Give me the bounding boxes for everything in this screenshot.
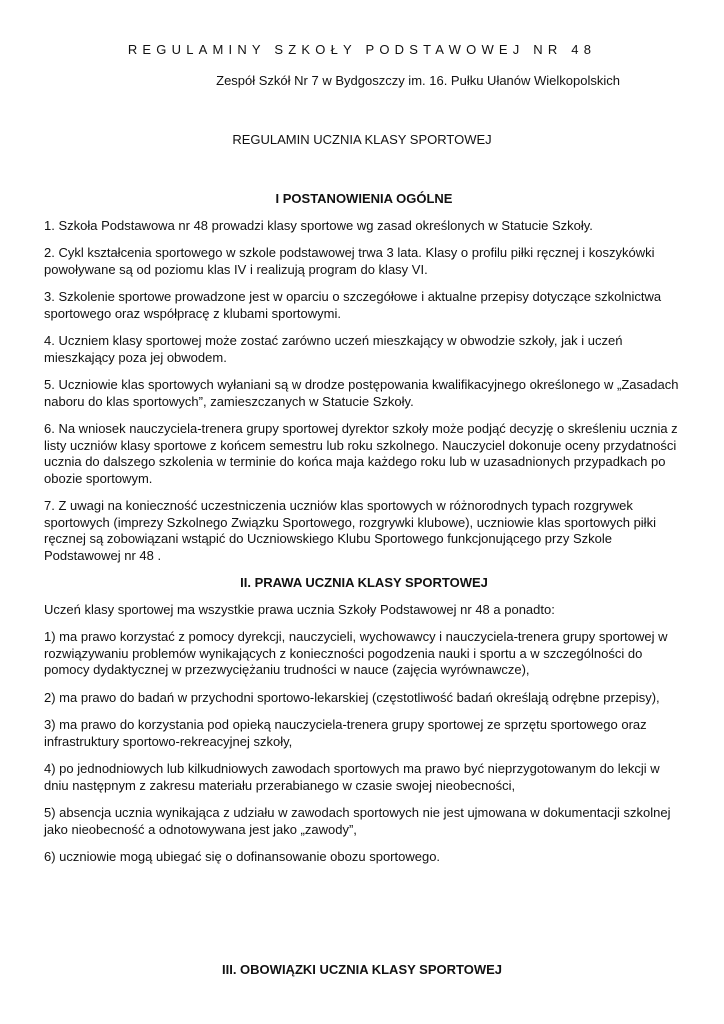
section-3-title: III. OBOWIĄZKI UCZNIA KLASY SPORTOWEJ [222,962,502,977]
section-2-title: II. PRAWA UCZNIA KLASY SPORTOWEJ [240,575,488,590]
section-1-paragraph: 6. Na wniosek nauczyciela-trenera grupy sportowej dyrektor szkoły może podjąć decyzję o skreśleniu ucznia z listy uczniów klasy sportowe z końcem semestru lub roku szkolnego. Nauczyciel dokonuje oceny przydatności ucznia do dalszego szkolenia w terminie do końca maja każdego roku lub w uzasadnionych przypadkach po obozie sportowym. [44,421,678,486]
section-1-paragraph: 4. Uczniem klasy sportowej może zostać zarówno uczeń mieszkający w obwodzie szkoły, jak i uczeń mieszkający poza jej obwodem. [44,333,623,365]
school-name: Zespół Szkół Nr 7 w Bydgoszczy im. 16. Pułku Ułanów Wielkopolskich [216,73,620,88]
section-2-paragraph: 1) ma prawo korzystać z pomocy dyrekcji, nauczycieli, wychowawcy i nauczyciela-trenera grupy sportowej w rozwiązywaniu problemów wynikających z konieczności pogodzenia nauki i sportu a w szczególności do pomocy dydaktycznej w przezwyciężaniu trudności w nauce (zajęcia wyrównawcze), [44,629,668,677]
section-2-intro: Uczeń klasy sportowej ma wszystkie prawa ucznia Szkoły Podstawowej nr 48 a ponadto: [44,601,555,617]
section-1-paragraph: 3. Szkolenie sportowe prowadzone jest w oparciu o szczegółowe i aktualne przepisy dotyczące szkolnictwa sportowego oraz współpracę z klubami sportowymi. [44,289,662,321]
section-1-paragraph: 7. Z uwagi na konieczność uczestniczenia uczniów klas sportowych w różnorodnych typach rozgrywek sportowych (imprezy Szkolnego Związku Sportowego, rozgrywki klubowe), uczniowie klas sportowych piłki ręcznej są zobowiązani wstąpić do Uczniowskiego Klubu Sportowego funkcjonującego przy Szkole Podstawowej nr 48 . [44,498,656,563]
section-1-title: I POSTANOWIENIA OGÓLNE [275,191,453,206]
section-2-paragraph: 2) ma prawo do badań w przychodni sportowo-lekarskiej (częstotliwość badań określają odrębne przepisy), [44,689,660,705]
section-1-paragraph: 2. Cykl kształcenia sportowego w szkole podstawowej trwa 3 lata. Klasy o profilu piłki ręcznej i koszykówki powoływane są od poziomu klas IV i realizują program do klasy VI. [44,245,655,277]
section-1-paragraph: 1. Szkoła Podstawowa nr 48 prowadzi klasy sportowe wg zasad określonych w Statucie Szkoły. [44,217,593,233]
section-2-paragraph: 6) uczniowie mogą ubiegać się o dofinansowanie obozu sportowego. [44,849,441,864]
section-2-paragraph: 5) absencja ucznia wynikająca z udziału w zawodach sportowych nie jest ujmowana w dokumentacji szkolnej jako nieobecność a odnotowywana jest jako „zawody”, [44,805,671,837]
section-2-paragraph: 3) ma prawo do korzystania pod opieką nauczyciela-trenera grupy sportowej ze sprzętu sportowego oraz infrastruktury sportowo-rekreacyjnej szkoły, [44,717,647,749]
section-2-paragraph: 4) po jednodniowych lub kilkudniowych zawodach sportowych ma prawo być nieprzygotowanym do lekcji w dniu następnym z zakresu materiału przerabianego w czasie swojej nieobecności, [44,761,660,793]
header-title: REGULAMINY SZKOŁY PODSTAWOWEJ NR 48 [127,42,597,57]
document-title: REGULAMIN UCZNIA KLASY SPORTOWEJ [232,132,492,147]
section-1-paragraph: 5. Uczniowie klas sportowych wyłaniani są w drodze postępowania kwalifikacyjnego określonego w „Zasadach naboru do klas sportowych”, zamieszczanych w Statucie Szkoły. [44,377,679,409]
document-body [44,191,684,877]
